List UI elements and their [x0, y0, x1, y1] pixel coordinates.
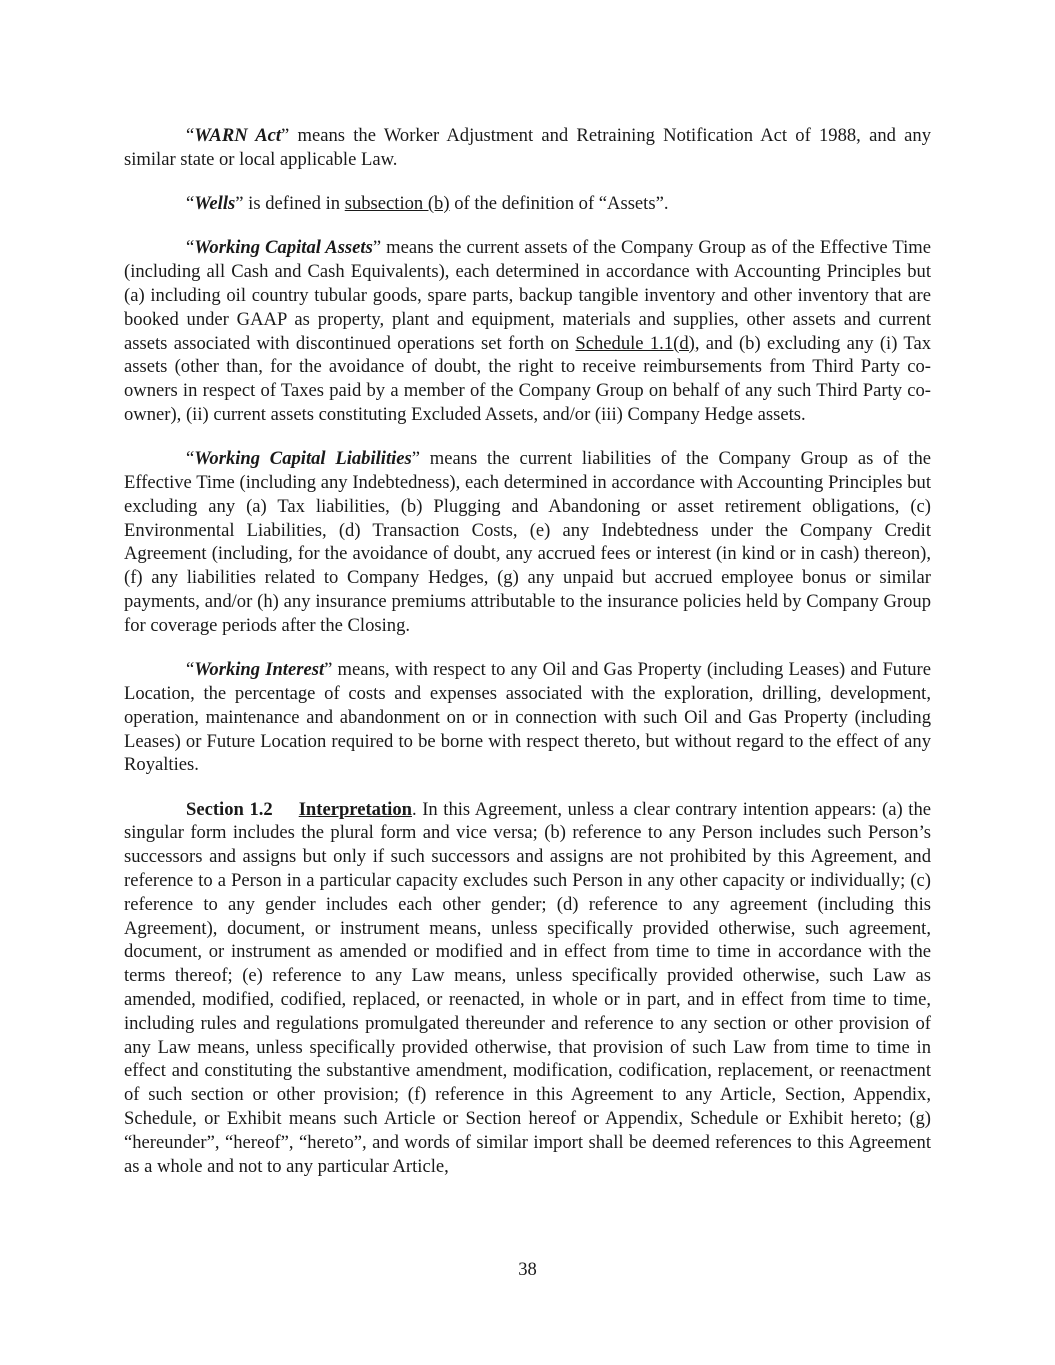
- section-title: Interpretation: [298, 798, 412, 820]
- open-quote: “: [186, 448, 195, 470]
- definition-working-capital-assets: [124, 236, 931, 426]
- open-quote: “: [186, 193, 195, 215]
- page-number: 38: [518, 1259, 537, 1280]
- cross-reference-link[interactable]: subsection (b): [344, 193, 450, 215]
- defined-term: Working Interest: [194, 659, 325, 681]
- definition-text: ” means, with respect to any Oil and Gas Property (including Leases) and Future Location, the percentage of costs and expenses associated with the exploration, drilling, development, operation, maintenance and abandonment on or in connection with such Oil and Gas Property (including Leases) or Future Location required to be borne with respect thereto, but without regard to the effect of any Royalties.: [124, 659, 931, 776]
- open-quote: “: [186, 125, 195, 146]
- open-quote: “: [186, 237, 195, 259]
- defined-term: Working Capital Liabilities: [194, 448, 412, 470]
- defined-term: Working Capital Assets: [194, 237, 373, 259]
- definition-text: of the definition of “Assets”.: [449, 193, 669, 215]
- definition-text: ” is defined in: [235, 193, 345, 215]
- section-text: . In this Agreement, unless a clear contrary intention appears: (a) the singular form includes the plural form and vice versa; (b) reference to any Person includes such Person’s successors and assigns but only if such successors and assigns are not prohibited by this Agreement, and reference to a Person in a particular capacity excludes such Person in any other capacity or individually; (c) reference to any gender includes each other gender; (d) reference to any agreement (including this Agreement), document, or instrument means, unless specifically provided otherwise, such agreement, document, or instrument as amended or modified and in effect from time to time in accordance with the terms thereof; (e) reference to any Law means, unless specifically provided otherwise, such Law as amended, modified, codified, replaced, or reenacted, in whole or in part, and in effect from time to time, including rules and regulations promulgated thereunder and reference to any section or other provision of any Law means, unless specifically provided otherwise, that provision of such Law from time to time in effect and constituting the substantive amendment, modification, codification, replacement, or reenactment of such section or other provision; (f) reference in this Agreement to any Article, Section, Appendix, Schedule, or Exhibit means such Article or Section hereof or Appendix, Schedule or Exhibit hereto; (g) “hereunder”, “hereof”, “hereto”, and words of similar import shall be deemed references to this Agreement as a whole and not to any particular Article,: [124, 798, 931, 1177]
- section-1-2-interpretation: [124, 798, 931, 1179]
- open-quote: “: [186, 659, 195, 681]
- defined-term: Wells: [194, 193, 236, 215]
- document-page: [124, 124, 931, 1199]
- definition-working-interest: [124, 658, 931, 777]
- definition-text: ” means the Worker Adjustment and Retraining Notification Act of 1988, and any similar state or local applicable Law.: [124, 125, 931, 170]
- definition-text: ” means the current liabilities of the Company Group as of the Effective Time (including any Indebtedness), each determined in accordance with Accounting Principles but excluding any (a) Tax liabilities, (b) Plugging and Abandoning or asset retirement obligations, (c) Environmental Liabilities, (d) Transaction Costs, (e) any Indebtedness under the Company Credit Agreement (including, for the avoidance of doubt, any accrued fees or interest (in kind or in cash) thereon), (f) any liabilities related to Company Hedges, (g) any unpaid but accrued employee bonus or similar payments, and/or (h) any insurance premiums attributable to the insurance policies held by Company Group for coverage periods after the Closing.: [124, 448, 932, 636]
- definition-warn-act: [124, 124, 931, 172]
- defined-term: WARN Act: [194, 125, 282, 146]
- section-number: Section 1.2: [186, 798, 273, 820]
- definition-text: ” means the current assets of the Company Group as of the Effective Time (including all Cash and Cash Equivalents), each determined in accordance with Accounting Principles but (a) including oil country tubular goods, spare parts, backup tangible inventory and other inventory that are booked under GAAP as property, plant and equipment, materials and supplies, other assets and current assets associated with discontinued operations set forth on: [124, 237, 931, 354]
- definition-text: , and (b) excluding any (i) Tax assets (other than, for the avoidance of doubt, the right to receive reimbursements from Third Party co-owners in respect of Taxes paid by a member of the Company Group on behalf of any such Third Party co-owner), (ii) current assets constituting Excluded Assets, and/or (iii) Company Hedge assets.: [124, 332, 931, 425]
- schedule-reference-link[interactable]: Schedule 1.1(d): [575, 332, 695, 354]
- definition-working-capital-liabilities: [124, 447, 931, 637]
- definition-wells: [124, 192, 931, 216]
